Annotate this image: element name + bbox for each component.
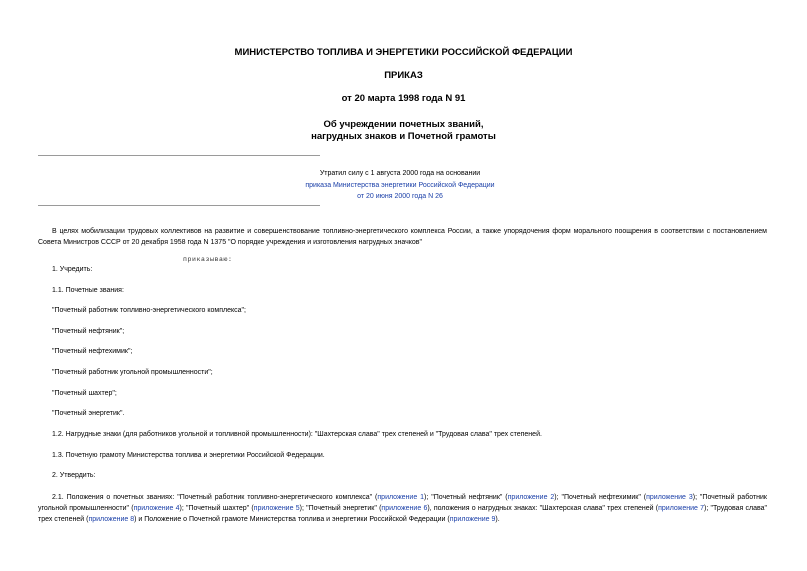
divider-bottom xyxy=(38,205,320,206)
item-2-1-text: ); "Почетный работник угольной промышленности" ( xyxy=(38,494,767,512)
preamble: В целях мобилизации трудовых коллективов на развитие и совершенствование топливно-энергетического комплекса России, а также упорядочения форм морального поощрения в соответствии с постановлением Совета Министров СССР от 20 декабря 1958 года N 1375 "О порядке учреждения и изготовления нагрудных значков" xyxy=(38,228,767,246)
document-date-number: от 20 марта 1998 года N 91 xyxy=(341,93,466,104)
item-2-1-text: ) и Положение о Почетной грамоте Министерства топлива и энергетики Российской Федерации ( xyxy=(134,516,450,523)
item-1: 1. Учредить: xyxy=(52,266,93,273)
appendix-7-link[interactable]: приложение 7 xyxy=(658,505,705,512)
appendix-4-link[interactable]: приложение 4 xyxy=(133,505,180,512)
honorary-title-6: "Почетный энергетик". xyxy=(52,410,125,417)
appendix-2-link[interactable]: приложение 2 xyxy=(507,494,555,501)
item-2-1-text: ); "Трудовая слава" трех степеней ( xyxy=(38,505,768,523)
order-word: приказываю: xyxy=(183,256,233,263)
appendix-8-link[interactable]: приложение 8 xyxy=(88,516,135,523)
item-1-2: 1.2. Нагрудные знаки (для работников угольной и топливной промышленности): "Шахтерская слава" трех степеней и "Трудовая слава" трех степеней. xyxy=(52,431,542,438)
appendix-5-link[interactable]: приложение 5 xyxy=(253,505,300,512)
divider-top xyxy=(38,155,320,156)
item-1-1: 1.1. Почетные звания: xyxy=(52,287,124,294)
item-2-1 xyxy=(38,492,767,525)
honorary-title-4: "Почетный работник угольной промышленности"; xyxy=(52,369,213,376)
honorary-title-3: "Почетный нефтехимик"; xyxy=(52,348,133,355)
appendix-3-link[interactable]: приложение 3 xyxy=(646,494,693,501)
appendix-9-link[interactable]: приложение 9 xyxy=(449,516,496,523)
item-2-1-text: ); "Почетный энергетик" ( xyxy=(299,505,382,512)
item-2-1-text: ); "Почетный шахтер" ( xyxy=(179,505,254,512)
repeal-order-date-link[interactable]: от 20 июня 2000 года N 26 xyxy=(357,193,443,200)
item-2: 2. Утвердить: xyxy=(52,472,96,479)
honorary-title-2: "Почетный нефтяник"; xyxy=(52,328,125,335)
item-2-1-text: ), положения о нагрудных знаках: "Шахтерская слава" трех степеней ( xyxy=(427,505,659,512)
item-1-3: 1.3. Почетную грамоту Министерства топлива и энергетики Российской Федерации. xyxy=(52,452,325,459)
item-2-1-text: 2.1. Положения о почетных званиях: "Почетный работник топливно-энергетического комплекса" ( xyxy=(52,494,378,501)
status-note xyxy=(300,168,500,203)
document-title-line1: Об учреждении почетных званий, xyxy=(323,119,484,130)
appendix-6-link[interactable]: приложение 6 xyxy=(381,505,428,512)
status-note-text: Утратил силу с 1 августа 2000 года на основании xyxy=(319,170,481,177)
item-2-1-text: ). xyxy=(495,516,500,523)
honorary-title-5: "Почетный шахтер"; xyxy=(52,390,117,397)
appendix-1-link[interactable]: приложение 1 xyxy=(377,494,425,501)
ministry-title: МИНИСТЕРСТВО ТОПЛИВА И ЭНЕРГЕТИКИ РОССИЙСКОЙ ФЕДЕРАЦИИ xyxy=(234,47,573,58)
item-2-1-text: ); "Почетный нефтяник" ( xyxy=(424,494,508,501)
honorary-title-1: "Почетный работник топливно-энергетического комплекса"; xyxy=(52,307,246,314)
repeal-order-link[interactable]: приказа Министерства энергетики Российской Федерации xyxy=(305,181,495,189)
document-title-line2: нагрудных знаков и Почетной грамоты xyxy=(311,131,496,142)
document-type: ПРИКАЗ xyxy=(384,70,423,81)
item-2-1-text: ); "Почетный нефтехимик" ( xyxy=(554,494,647,501)
